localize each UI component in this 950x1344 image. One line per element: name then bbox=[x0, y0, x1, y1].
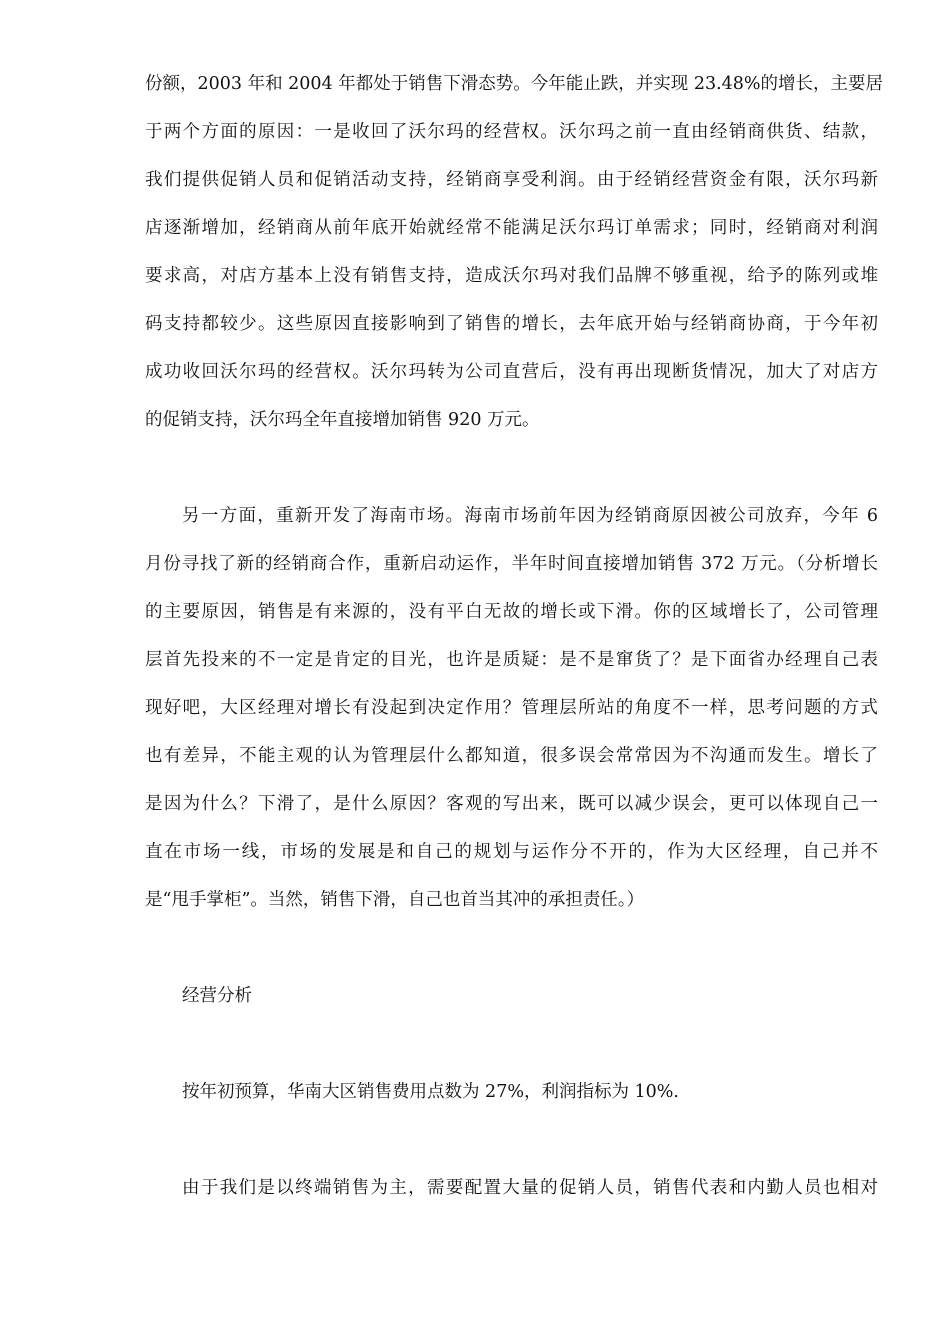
paragraph1-line-5: 要求高，对店方基本上没有销售支持，造成沃尔玛对我们品牌不够重视，给予的陈列或堆 bbox=[145, 266, 878, 286]
section-heading: 经营分析 bbox=[182, 986, 252, 1006]
paragraph2-line-5: 现好吧，大区经理对增长有没起到决定作用？管理层所站的角度不一样，思考问题的方式 bbox=[145, 698, 878, 718]
paragraph2-line-3: 的主要原因，销售是有来源的，没有平白无故的增长或下滑。你的区域增长了，公司管理 bbox=[145, 602, 878, 622]
paragraph4-line-1: 由于我们是以终端销售为主，需要配置大量的促销人员，销售代表和内勤人员也相对 bbox=[182, 1178, 878, 1198]
paragraph1-line-8: 的促销支持，沃尔玛全年直接增加销售 920 万元。 bbox=[145, 410, 540, 430]
paragraph2-line-9: 是“甩手掌柜”。当然，销售下滑，自己也首当其冲的承担责任。） bbox=[145, 890, 645, 910]
paragraph1-line-4: 店逐渐增加，经销商从前年底开始就经常不能满足沃尔玛订单需求；同时，经销商对利润 bbox=[145, 218, 878, 238]
paragraph2-line-1: 另一方面，重新开发了海南市场。海南市场前年因为经销商原因被公司放弃，今年 6 bbox=[182, 506, 878, 526]
paragraph2-line-4: 层首先投来的不一定是肯定的目光，也许是质疑：是不是窜货了？是下面省办经理自己表 bbox=[145, 650, 878, 670]
paragraph1-line-6: 码支持都较少。这些原因直接影响到了销售的增长，去年底开始与经销商协商，于今年初 bbox=[145, 314, 878, 334]
paragraph1-line-1: 份额，2003 年和 2004 年都处于销售下滑态势。今年能止跌，并实现 23.48%的增长，主要居 bbox=[145, 74, 884, 94]
paragraph2-line-2: 月份寻找了新的经销商合作，重新启动运作，半年时间直接增加销售 372 万元。（分析增长 bbox=[145, 554, 878, 574]
paragraph2-line-7: 是因为什么？下滑了，是什么原因？客观的写出来，既可以减少误会，更可以体现自己一 bbox=[145, 794, 878, 814]
paragraph1-line-2: 于两个方面的原因：一是收回了沃尔玛的经营权。沃尔玛之前一直由经销商供货、结款， bbox=[145, 122, 878, 142]
paragraph2-line-6: 也有差异，不能主观的认为管理层什么都知道，很多误会常常因为不沟通而发生。增长了 bbox=[145, 746, 878, 766]
paragraph1-line-3: 我们提供促销人员和促销活动支持，经销商享受利润。由于经销经营资金有限，沃尔玛新 bbox=[145, 170, 878, 190]
paragraph2-line-8: 直在市场一线，市场的发展是和自己的规划与运作分不开的，作为大区经理，自己并不 bbox=[145, 842, 878, 862]
paragraph3-line-1: 按年初预算，华南大区销售费用点数为 27%，利润指标为 10%. bbox=[182, 1082, 679, 1102]
paragraph1-line-7: 成功收回沃尔玛的经营权。沃尔玛转为公司直营后，没有再出现断货情况，加大了对店方 bbox=[145, 362, 878, 382]
